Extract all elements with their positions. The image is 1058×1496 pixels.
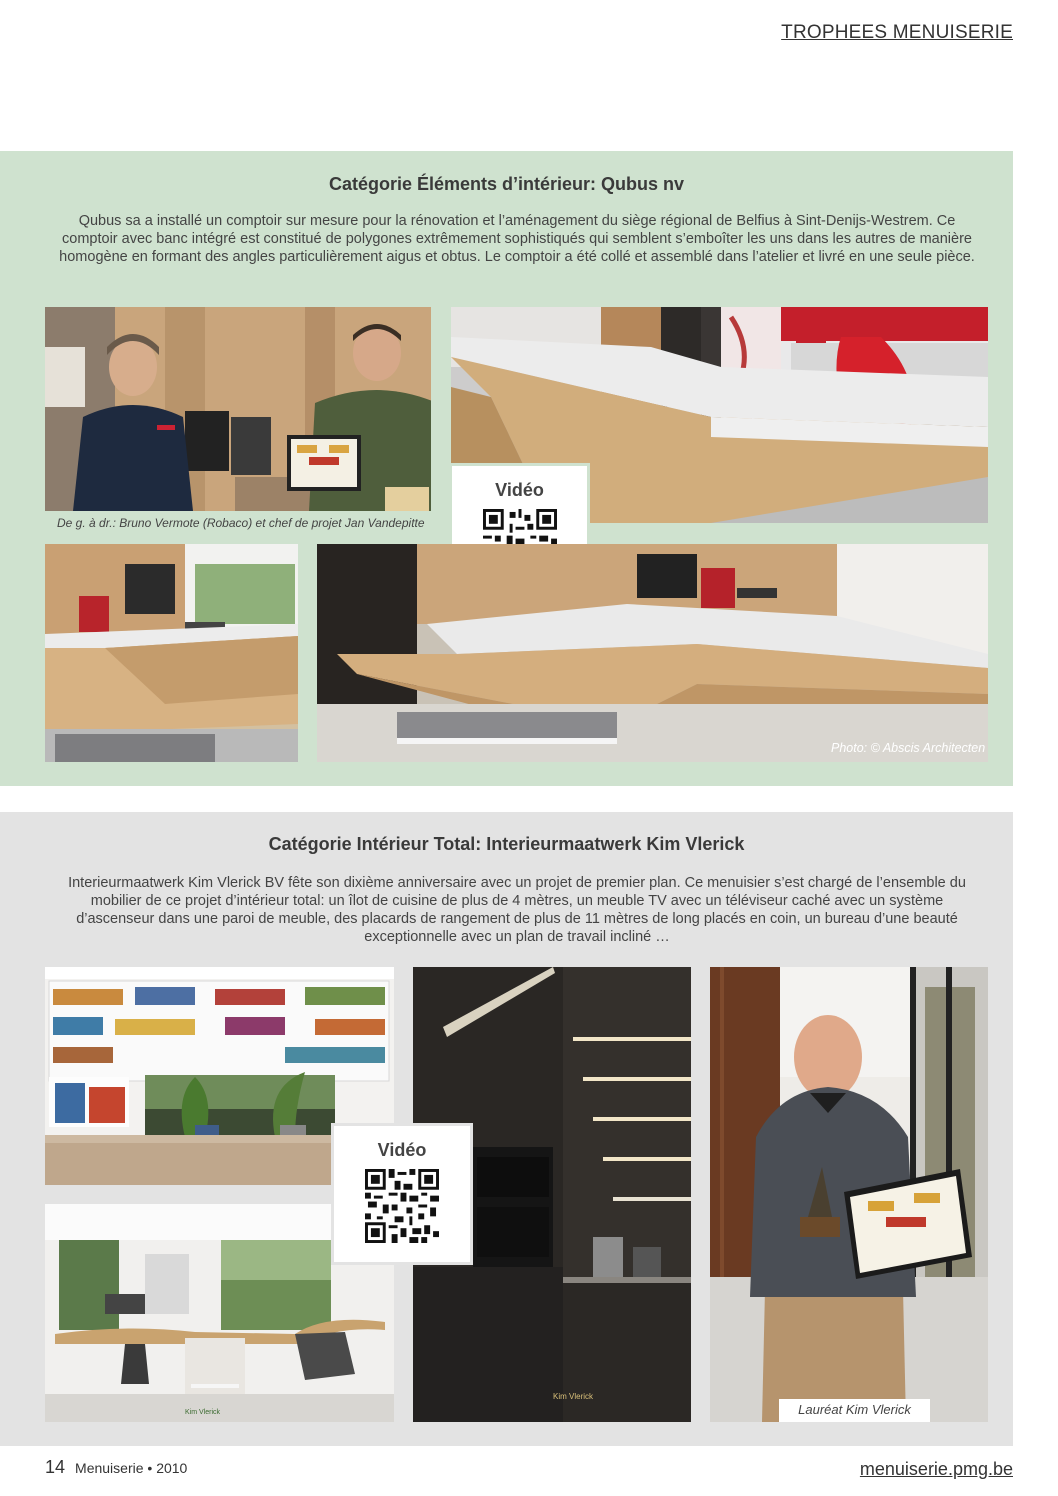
caption-award-winners: De g. à dr.: Bruno Vermote (Robaco) et chef de projet Jan Vandepitte [57, 516, 425, 530]
website-link[interactable]: menuiserie.pmg.be [859, 1459, 1013, 1479]
section1-body: Qubus sa a installé un comptoir sur mesure pour la rénovation et l’aménagement du siège régional de Belfius à Sint-Denijs-Westrem. Ce comptoir avec banc intégré est constitué de polygones extrêmement sophistiqués qui semblent s’emboîter les uns dans les autres de manière homogène en formant des angles particulièrement aigus et obtus. Le comptoir a été collé et assemblé dans l’atelier et livré en une seule pièce. [59, 213, 975, 265]
photo-counter-side [45, 544, 298, 762]
section2-title: Catégorie Intérieur Total: Interieurmaatwerk Kim Vlerick [268, 834, 745, 854]
caption-laureate: Lauréat Kim Vlerick [779, 1399, 930, 1422]
watermark-desk: Kim Vlerick [185, 1409, 221, 1416]
photo-laureate [710, 967, 988, 1422]
section2-body: Interieurmaatwerk Kim Vlerick BV fête son dixième anniversaire avec un projet de premier plan. Ce menuisier s’est chargé de l’ensemble du mobilier de ce projet d’intérieur total: un îlot de cuisine de plus de 4 mètres, un meuble TV avec un téléviseur caché avec un système d’ascenseur dans une paroi de meuble, des placards de rangement de plus de 11 mètres de long placés en coin, un bureau d’une beauté exceptionnelle avec un plan de travail incliné … [68, 875, 966, 945]
footer-page-info [45, 1457, 187, 1478]
photo-counter-front [317, 544, 988, 762]
video-label-vlerick: Vidéo [377, 1140, 427, 1160]
header-tag: TROPHEES MENUISERIE [781, 22, 1013, 43]
photo-award-winners [45, 307, 431, 511]
section1-title: Catégorie Éléments d’intérieur: Qubus nv [328, 174, 685, 194]
qr-code-icon [365, 1169, 439, 1243]
publication-label: Menuiserie • 2010 [75, 1460, 188, 1476]
photo-credit: Photo: © Abscis Architecten [831, 741, 986, 755]
watermark-kitchen: Kim Vlerick [553, 1392, 594, 1401]
video-label-qubus: Vidéo [495, 480, 544, 500]
video-qr-box-vlerick[interactable] [331, 1123, 473, 1265]
page-number: 14 [45, 1457, 66, 1477]
